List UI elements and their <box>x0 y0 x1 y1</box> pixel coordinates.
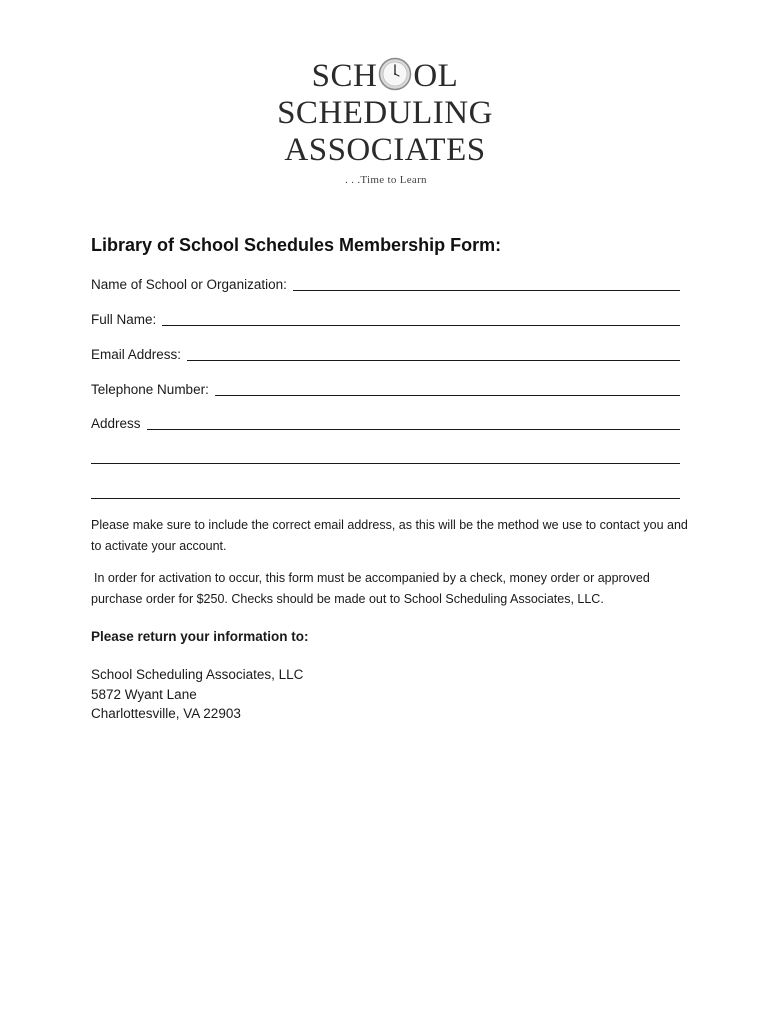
field-label: Email Address: <box>91 347 182 362</box>
telephone-input[interactable] <box>215 379 680 396</box>
company-logo <box>0 56 770 187</box>
return-heading: Please return your information to: <box>91 629 309 644</box>
address-input-line-1[interactable] <box>147 413 680 430</box>
logo-line-scheduling: SCHEDULING <box>277 95 493 132</box>
logo-line-associates: ASSOCIATES <box>284 132 486 169</box>
payment-note: In order for activation to occur, this form must be accompanied by a check, money order or approved purchase order for $250. Checks should be made out to School Scheduling Associates, LLC. <box>91 571 650 606</box>
field-telephone <box>91 379 680 398</box>
clock-icon <box>378 57 412 91</box>
field-label: Full Name: <box>91 312 157 327</box>
logo-text-sch: SCH <box>311 57 378 94</box>
address-input-line-3[interactable] <box>91 485 680 499</box>
address-input-line-2[interactable] <box>91 450 680 464</box>
field-label: Name of School or Organization: <box>91 277 287 292</box>
logo-text-ol: OL <box>413 57 459 94</box>
field-school-name <box>91 274 680 293</box>
email-input[interactable] <box>187 344 680 361</box>
field-full-name <box>91 309 680 328</box>
full-name-input[interactable] <box>162 309 680 326</box>
logo-tagline: . . .Time to Learn <box>345 174 427 187</box>
return-address-line: Charlottesville, VA 22903 <box>91 706 241 721</box>
field-email <box>91 344 680 363</box>
field-label: Address <box>91 416 141 431</box>
email-note: Please make sure to include the correct email address, as this will be the method we use to contact you and to activate your account. <box>91 518 688 553</box>
field-address <box>91 413 680 432</box>
field-label: Telephone Number: <box>91 382 209 397</box>
return-address-line: 5872 Wyant Lane <box>91 686 197 702</box>
form-title: Library of School Schedules Membership Form: <box>91 235 502 255</box>
school-name-input[interactable] <box>293 274 680 291</box>
return-address-line: School Scheduling Associates, LLC <box>91 667 304 682</box>
return-address <box>91 665 303 724</box>
logo-line-school <box>0 56 770 95</box>
